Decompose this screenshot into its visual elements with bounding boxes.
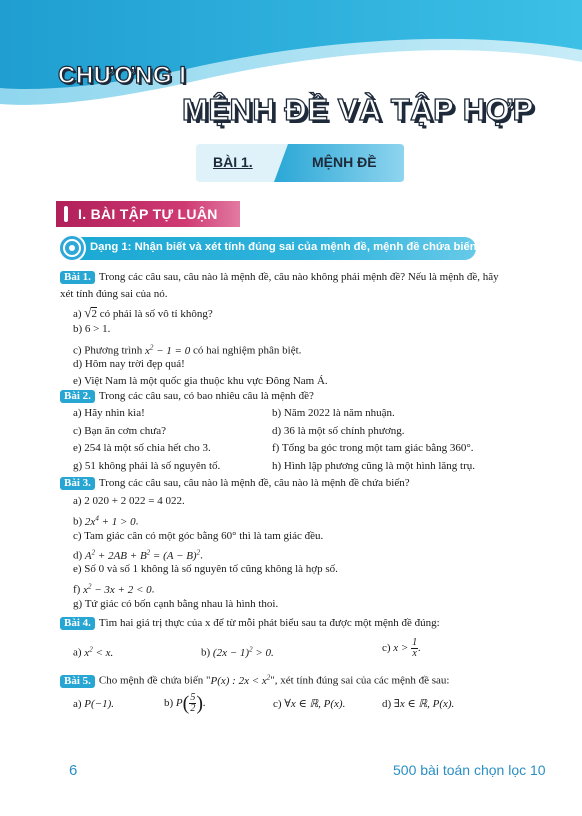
item-label: f) [73,583,84,596]
target-icon [58,234,86,262]
item-label: c) Phương trình [73,344,145,357]
inequality-formula: x > $\frac{1}{x}$ . [393,636,421,659]
problem-3-item-a: a) 2 020 + 2 022 = 4 022. [73,495,185,507]
problem-2-item-g: g) 51 không phải là số nguyên tố. [73,460,221,472]
chapter-label: CHƯƠNG I [58,62,187,89]
problem-2-item-a: a) Hãy nhìn kìa! [73,407,145,419]
chapter-header [0,0,582,200]
problem-badge: Bài 5. [60,675,95,688]
problem-5-item-a [73,697,114,711]
problem-2-item-d: d) 36 là một số chính phương. [272,425,405,437]
chapter-title: MỆNH ĐỀ VÀ TẬP HỢP [182,92,534,127]
item-label: a) [73,308,85,320]
item-end: . [151,583,155,596]
item-label: a) [73,646,85,659]
item-label: a) [73,698,85,710]
quantifier-formula: ∃x ∈ ℝ, P(x). [393,698,455,710]
problem-2-item-e: e) 254 là một số chia hết cho 3. [73,442,211,454]
lesson-number: BÀI 1. [213,154,253,170]
problem-3-item-g: g) Tứ giác có bốn cạnh bằng nhau là hình thoi. [73,598,279,610]
problem-3-item-b [73,511,138,529]
problem-5-stem [60,670,449,688]
problem-1-stem [60,270,499,284]
lesson-name: MỆNH ĐỀ [312,154,377,170]
problem-2-item-h: h) Hình lập phương cũng là một hình lăng trụ. [272,460,476,472]
item-text: có hai nghiệm phân biệt. [190,344,302,357]
item-label: c) [273,698,285,710]
inequality-formula: $2x^4 + 1 > 0$ [84,514,136,528]
section-title: I. BÀI TẬP TỰ LUẬN [78,206,218,222]
fraction-5-over-2: $\frac{5}{2}$ [190,691,196,714]
type-heading [60,237,476,260]
problem-1-item-e: e) Việt Nam là một quốc gia thuộc khu vực Đông Nam Á. [73,375,328,387]
problem-3-item-d [73,545,203,563]
problem-1-stem-text: Trong các câu sau, câu nào là mệnh đề, câu nào không phải mệnh đề? Nếu là mệnh đề, hãy [98,271,499,283]
problem-badge: Bài 4. [60,617,95,630]
item-label: b) [73,515,85,528]
problem-3-item-e: e) Số 0 và số 1 không là số nguyên tố cũng không là hợp số. [73,563,338,575]
stem-text: ", xét tính đúng sai của các mệnh đề sau: [270,674,450,687]
predicate-formula: P(x) : $2x < x^2$ [210,673,271,687]
item-label: b) [164,697,176,709]
lesson-banner [196,144,404,182]
section-marker [64,206,68,222]
problem-3-item-c: c) Tam giác cân có một góc bằng 60° thì là tam giác đều. [73,530,324,542]
problem-1-item-a [73,306,213,321]
problem-3-item-f [73,579,154,597]
item-text: có phải là số vô tỉ không? [96,308,213,320]
problem-badge: Bài 1. [60,271,95,284]
problem-3-stem [60,476,410,490]
item-label: d) [382,698,394,710]
problem-5-item-b [164,688,206,718]
item-label: b) [201,646,213,659]
identity-formula: $A^2 + 2AB + B^2 = (A - B)^2$ [84,548,201,562]
inequality-formula: $(2x - 1)^2 > 0$. [212,645,274,659]
problem-2-stem [60,389,314,403]
problem-4-item-a [73,642,113,660]
problem-badge: Bài 2. [60,390,95,403]
problem-5-item-d [382,697,454,711]
inequality-formula: $x^2 < x$. [84,645,114,659]
problem-2-item-f: f) Tổng ba góc trong một tam giác bằng 360°. [272,442,474,454]
equation-formula: $x^2 - 1 = 0$ [144,343,191,357]
problem-1-item-d: d) Hôm nay trời đẹp quá! [73,358,185,370]
sqrt-2-formula: √2 [84,305,97,320]
predicate-formula: P(−1). [84,698,115,710]
problem-3-stem-text: Trong các câu sau, câu nào là mệnh đề, câu nào là mệnh đề chứa biến? [98,477,410,489]
predicate-formula: P( $\frac{5}{2}$ ). [175,691,206,715]
book-title: 500 bài toán chọn lọc 10 [393,762,546,778]
item-end: . [200,549,203,562]
problem-2-stem-text: Trong các câu sau, có bao nhiêu câu là mệnh đề? [98,390,314,402]
problem-1-item-b: b) 6 > 1. [73,323,111,335]
problem-badge: Bài 3. [60,477,95,490]
problem-5-item-c [273,697,345,711]
problem-2-item-b: b) Năm 2022 là năm nhuận. [272,407,395,419]
problem-1-item-c [73,340,301,358]
problem-4-stem [60,616,440,630]
item-label: d) [73,549,85,562]
problem-1-stem-cont: xét tính đúng sai của nó. [60,288,168,300]
quantifier-formula: ∀x ∈ ℝ, P(x). [284,698,346,710]
problem-4-item-c [382,636,421,660]
fraction-1-over-x: $\frac{1}{x}$ [412,636,418,659]
problem-4-stem-text: Tìm hai giá trị thực của x để từ mỗi phát biểu sau ta được một mệnh đề đúng: [98,617,440,629]
type-heading-text: Dạng 1: Nhận biết và xét tính đúng sai của mệnh đề, mệnh đề chứa biến [90,241,477,253]
problem-4-item-b [201,642,274,660]
section-heading [56,201,240,227]
stem-text: Cho mệnh đề chứa biến " [98,674,211,687]
page-number: 6 [69,762,78,779]
problem-2-item-c: c) Bạn ăn cơm chưa? [73,425,167,437]
item-label: c) [382,642,394,654]
item-end: . [135,515,139,528]
quadratic-formula: $x^2 - 3x + 2 < 0$ [83,582,152,596]
